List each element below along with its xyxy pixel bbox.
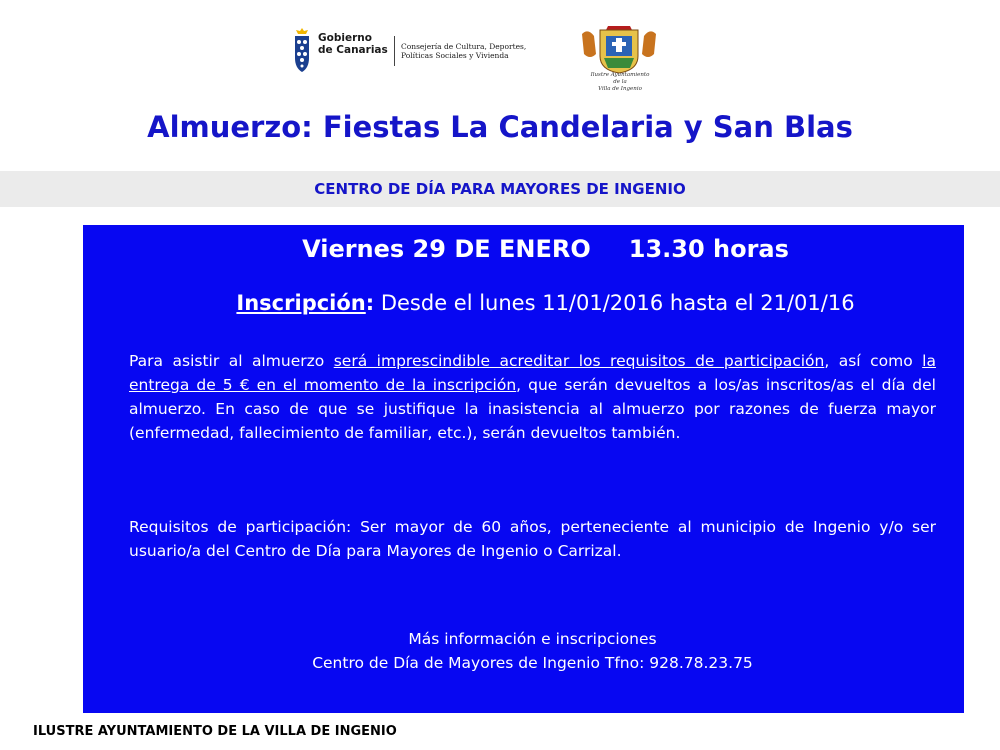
consejeria-text: Consejería de Cultura, Deportes, Políticas Sociales y Vivienda xyxy=(401,42,527,60)
requirements-paragraph: Para asistir al almuerzo será imprescindible acreditar los requisitos de participación, así como la entrega de 5 € en el momento de la inscripción, que serán devueltos a los/as inscritos/as el día del almuerzo. En caso de que se justifique la inasistencia al almuerzo por razones de fuerza mayor (enfermedad, fallecimiento de familiar, etc.), serán devueltos también. xyxy=(129,352,936,442)
contact-info xyxy=(83,627,982,675)
header-logos xyxy=(0,22,1000,97)
contact-info-phone: Centro de Día de Mayores de Ingenio Tfno: 928.78.23.75 xyxy=(312,654,753,672)
contact-info-heading: Más información e inscripciones xyxy=(408,630,657,648)
inscription-dates: Desde el lunes 11/01/2016 hasta el 21/01/16 xyxy=(374,291,855,315)
event-time: 13.30 horas xyxy=(628,235,789,263)
ayuntamiento-coat-of-arms-icon xyxy=(578,24,660,74)
inscription-line xyxy=(83,291,1000,315)
event-info-panel xyxy=(83,225,964,713)
page-title: Almuerzo: Fiestas La Candelaria y San Blas xyxy=(147,110,853,144)
subtitle-bar xyxy=(0,171,1000,207)
ayuntamiento-caption: Ilustre Ayuntamiento de la Villa de Ingenio xyxy=(590,72,650,92)
inscription-colon: : xyxy=(365,291,375,315)
footer-text: ILUSTRE AYUNTAMIENTO DE LA VILLA DE INGENIO xyxy=(33,724,397,739)
gobierno-canarias-logo-text: Gobierno de Canarias xyxy=(318,32,388,56)
event-date: Viernes 29 DE ENERO xyxy=(302,235,591,263)
event-datetime xyxy=(83,235,1000,263)
logo-divider xyxy=(394,36,395,66)
participation-requirements: Requisitos de participación: Ser mayor de 60 años, perteneciente al municipio de Ingenio y/o ser usuario/a del Centro de Día para Mayores de Ingenio o Carrizal. xyxy=(129,518,936,560)
subtitle-text: CENTRO DE DÍA PARA MAYORES DE INGENIO xyxy=(314,180,686,198)
payment-underlined-text: la entrega de 5 € en el momento de la inscripción xyxy=(129,352,936,394)
inscription-label: Inscripción xyxy=(236,291,366,315)
requirement-underlined-text: será imprescindible acreditar los requisitos de participación xyxy=(333,352,825,370)
gobierno-canarias-crest-icon xyxy=(292,28,312,74)
